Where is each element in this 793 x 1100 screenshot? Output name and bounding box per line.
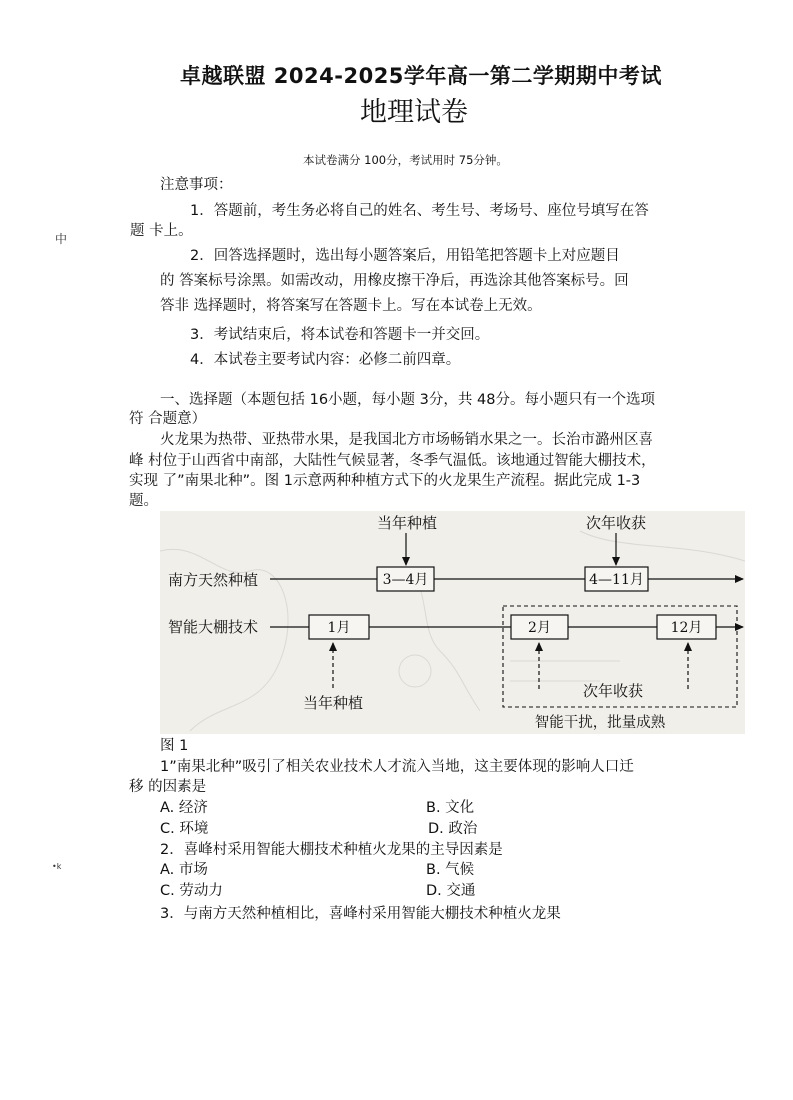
notice-item: 答非 选择题时，将答案写在答题卡上。写在本试卷上无效。 bbox=[160, 298, 542, 314]
intro-text: 火龙果为热带、亚热带水果，是我国北方市场畅销水果之一。长治市潞州区喜 bbox=[160, 432, 653, 448]
harvest-label: 次年收获 bbox=[585, 514, 647, 532]
intro-text: 实现 了”南果北种”。图 1示意两种种植方式下的火龙果生产流程。据此完成 1-3 bbox=[129, 473, 641, 489]
option-d: D. 政治 bbox=[428, 821, 478, 837]
option-c: C. 劳动力 bbox=[160, 883, 223, 899]
margin-mark: 中 bbox=[55, 232, 68, 246]
harvest-label: 次年收获 bbox=[582, 682, 644, 700]
notice-item: 的 答案标号涂黑。如需改动，用橡皮擦干净后，再选涂其他答案标号。回 bbox=[160, 273, 629, 289]
question-stem: 2．喜峰村采用智能大棚技术种植火龙果的主导因素是 bbox=[160, 842, 503, 858]
planting-label: 当年种植 bbox=[376, 514, 438, 532]
intro-text: 峰 村位于山西省中南部，大陆性气候显著，冬季气温低。该地通过智能大棚技术， bbox=[129, 453, 656, 469]
figure-1 bbox=[160, 511, 745, 734]
row-label-greenhouse: 智能大棚技术 bbox=[168, 618, 259, 636]
notice-item: 2．回答选择题时，选出每小题答案后，用铅笔把答题卡上对应题目 bbox=[190, 248, 620, 264]
option-d: D. 交通 bbox=[426, 883, 476, 899]
month-box-label: 1月 bbox=[327, 620, 351, 636]
notice-item: 3．考试结束后，将本试卷和答题卡一并交回。 bbox=[190, 327, 490, 343]
option-b: B. 气候 bbox=[426, 862, 475, 878]
margin-mark: •k bbox=[52, 862, 62, 871]
month-box-label: 3—4月 bbox=[382, 572, 429, 588]
question-stem: 1”南果北种”吸引了相关农业技术人才流入当地，这主要体现的影响人口迁 bbox=[160, 759, 634, 775]
section-heading: 符 合题意） bbox=[129, 411, 207, 427]
exam-subject-title: 地理试卷 bbox=[360, 97, 468, 128]
month-box-label: 4—11月 bbox=[589, 572, 644, 588]
month-box-label: 2月 bbox=[528, 620, 551, 636]
exam-title: 卓越联盟 2024-2025学年高一第二学期期中考试 bbox=[180, 64, 662, 88]
intro-text: 题。 bbox=[129, 493, 158, 509]
month-box-label: 12月 bbox=[670, 620, 703, 636]
section-heading: 一、选择题（本题包括 16小题，每小题 3分，共 48分。每小题只有一个选项 bbox=[160, 392, 655, 408]
exam-meta: 本试卷满分 100分，考试用时 75分钟。 bbox=[303, 153, 508, 167]
figure-caption: 图 1 bbox=[160, 738, 189, 754]
notice-heading: 注意事项： bbox=[160, 177, 233, 193]
option-a: A. 经济 bbox=[160, 800, 208, 816]
option-b: B. 文化 bbox=[426, 800, 475, 816]
notice-item: 1．答题前，考生务必将自己的姓名、考生号、考场号、座位号填写在答 bbox=[190, 203, 649, 219]
figure-note: 智能干扰，批量成熟 bbox=[534, 715, 666, 731]
option-c: C. 环境 bbox=[160, 821, 209, 837]
notice-item: 题 卡上。 bbox=[130, 223, 193, 239]
row-label-natural: 南方天然种植 bbox=[168, 571, 259, 589]
flow-diagram bbox=[160, 511, 745, 734]
question-stem: 3．与南方天然种植相比，喜峰村采用智能大棚技术种植火龙果 bbox=[160, 906, 561, 922]
planting-label: 当年种植 bbox=[302, 694, 364, 712]
notice-item: 4．本试卷主要考试内容：必修二前四章。 bbox=[190, 352, 461, 368]
question-stem: 移 的因素是 bbox=[129, 779, 207, 795]
option-a: A. 市场 bbox=[160, 862, 208, 878]
